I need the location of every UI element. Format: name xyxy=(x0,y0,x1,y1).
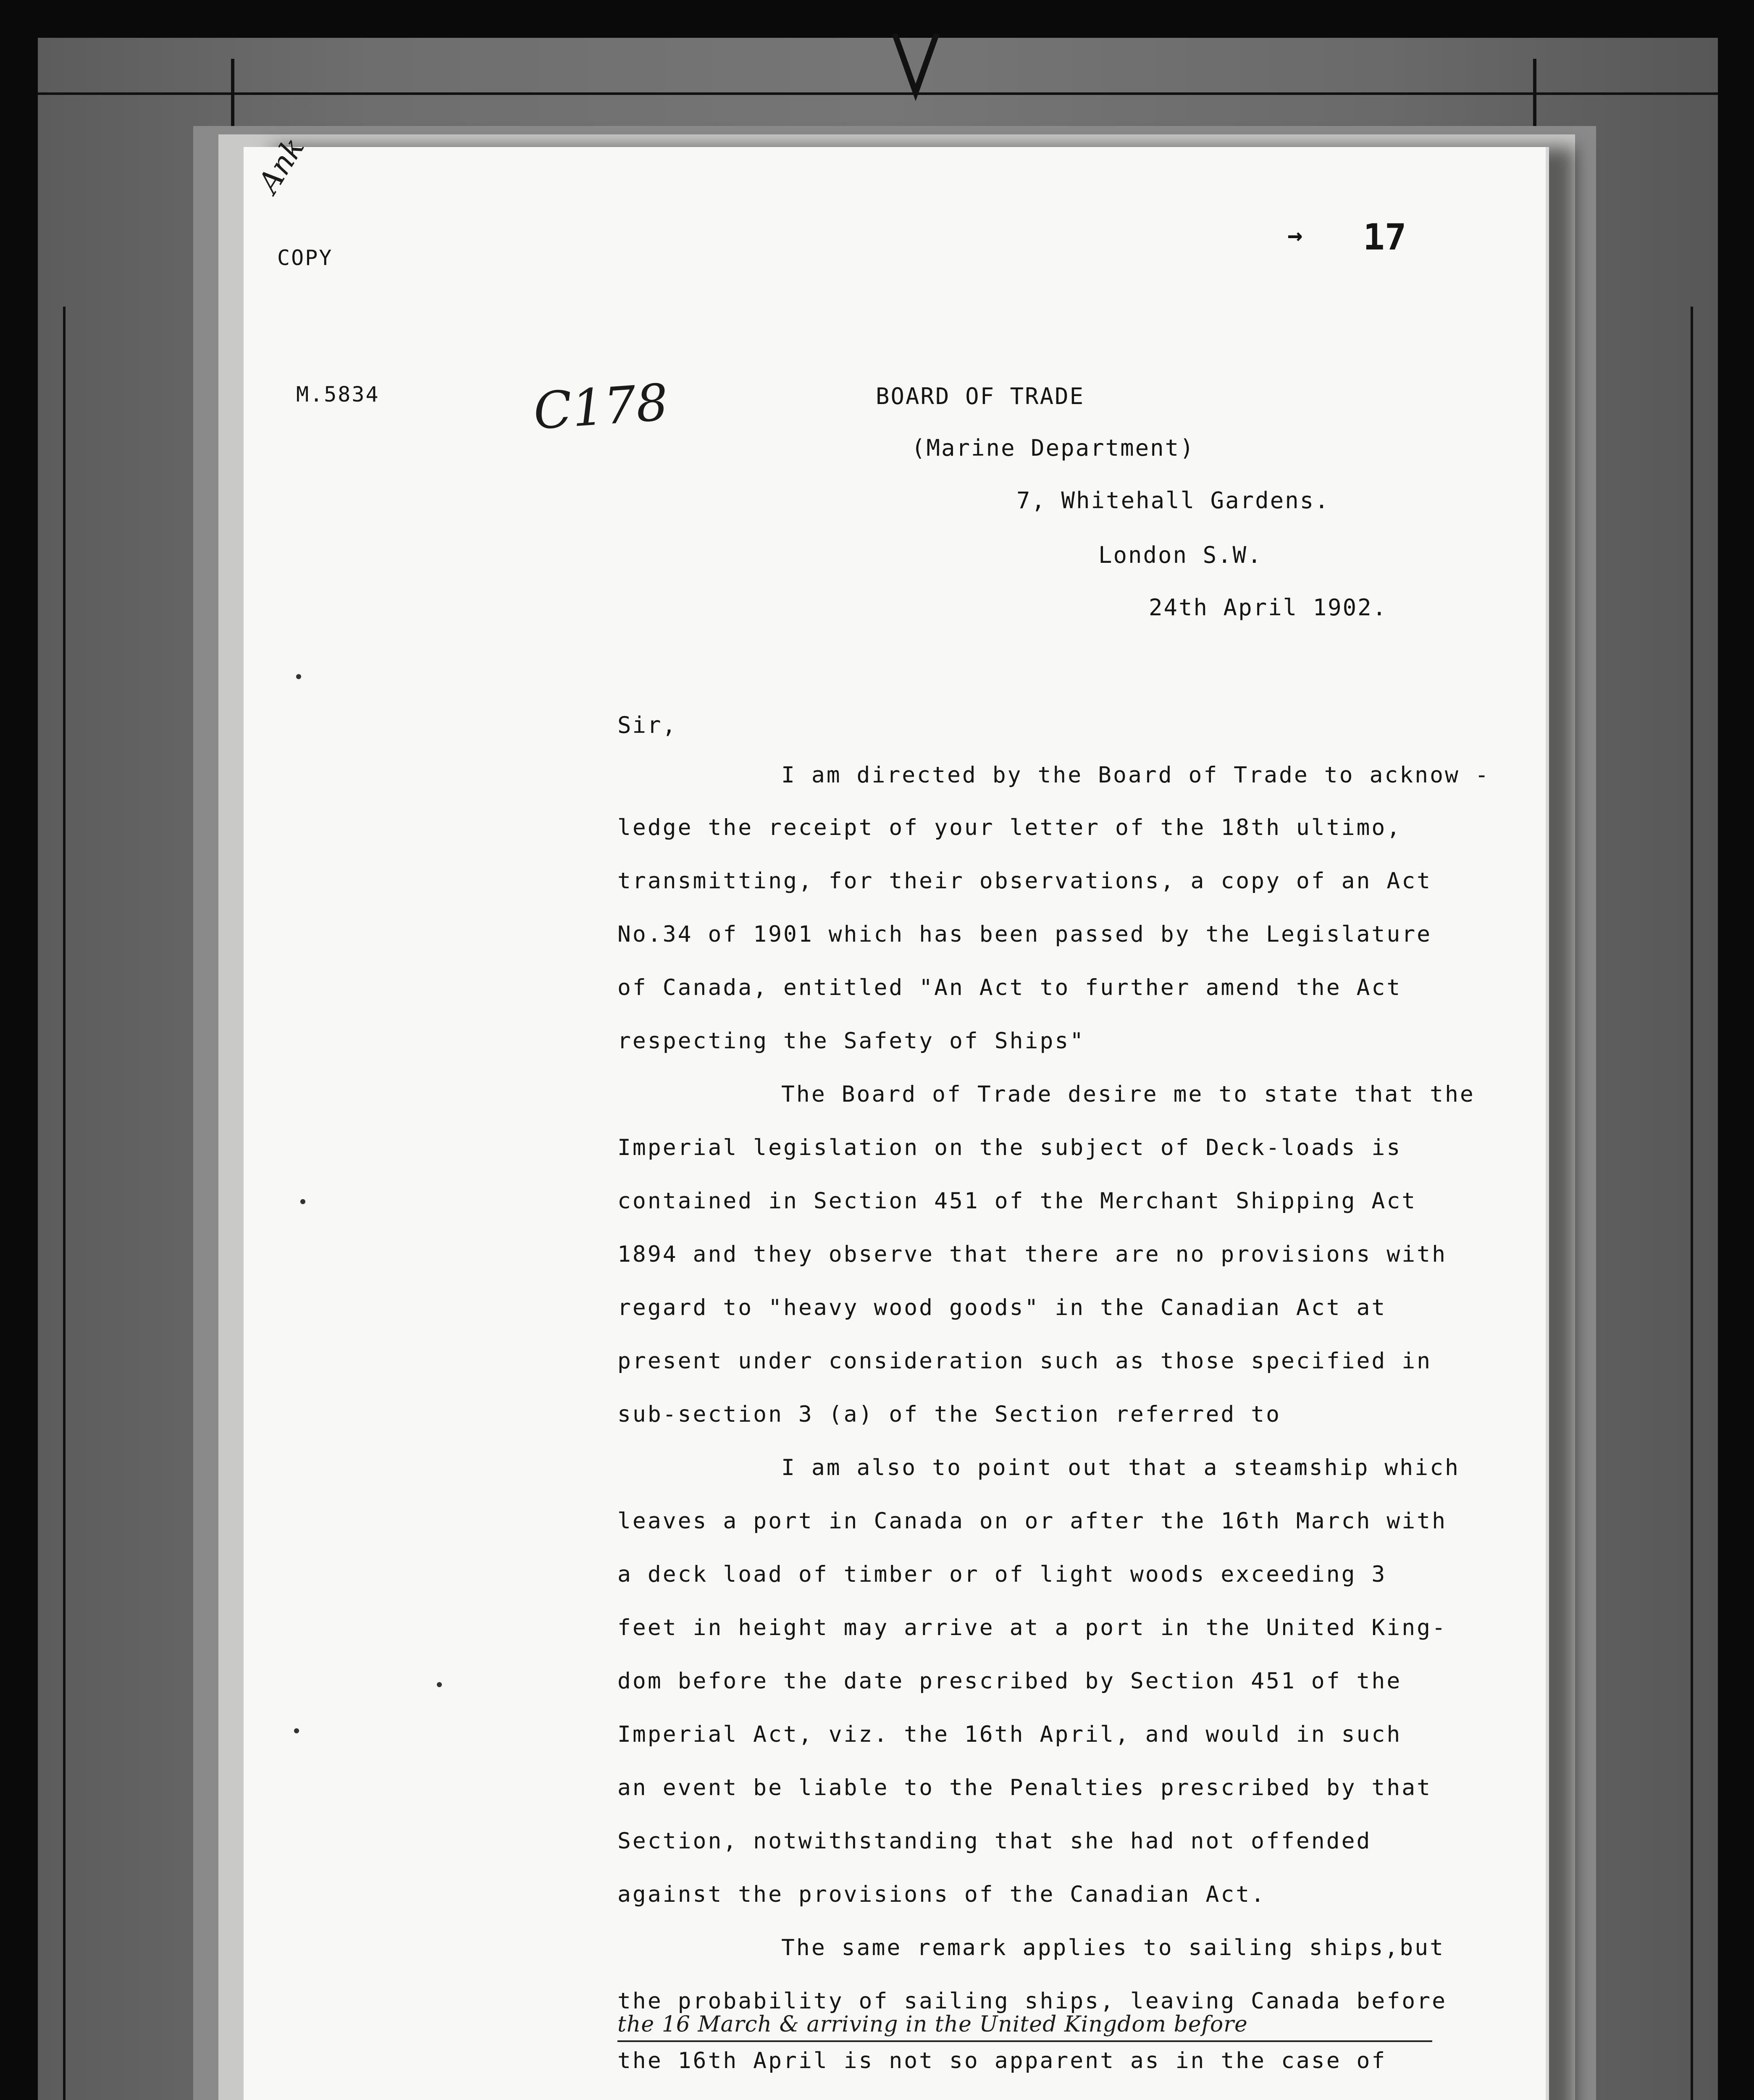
handwritten-insertion: the 16 March & arriving in the United Kingdom before xyxy=(617,2012,1248,2037)
body-line: transmitting, for their observations, a copy of an Act xyxy=(617,868,1432,894)
letterhead-city: London S.W. xyxy=(1098,542,1263,568)
frame-top-rule xyxy=(38,92,1718,95)
body-line: against the provisions of the Canadian Act. xyxy=(617,1882,1266,1907)
reference-number: M.5834 xyxy=(296,382,380,407)
body-line: the probability of sailing ships, leaving Canada before xyxy=(617,1988,1447,2014)
letterhead-department: (Marine Department) xyxy=(911,435,1195,461)
body-line: No.34 of 1901 which has been passed by the Legislature xyxy=(617,921,1432,947)
body-line: of Canada, entitled "An Act to further amend the Act xyxy=(617,975,1402,1000)
body-line: ledge the receipt of your letter of the 18th ultimo, xyxy=(617,815,1402,840)
body-line: leaves a port in Canada on or after the 16th March with xyxy=(617,1508,1447,1534)
body-line: Imperial Act, viz. the 16th April, and would in such xyxy=(617,1722,1402,1747)
frame-tick-left xyxy=(231,59,234,126)
body-line: dom before the date prescribed by Section 451 of the xyxy=(617,1668,1402,1694)
letterhead-board: BOARD OF TRADE xyxy=(876,383,1085,410)
body-line: a deck load of timber or of light woods exceeding 3 xyxy=(617,1562,1387,1587)
margin-initials: Ank xyxy=(251,131,311,199)
body-line: contained in Section 451 of the Merchant Shipping Act xyxy=(617,1188,1417,1214)
frame-edge-left xyxy=(63,307,66,2100)
paper-speck xyxy=(294,1728,299,1733)
paper-speck xyxy=(437,1682,442,1687)
arrow-mark: → xyxy=(1287,220,1304,250)
body-line: present under consideration such as those specified in xyxy=(617,1348,1432,1374)
frame-notch-mark xyxy=(890,34,941,101)
frame-tick-right xyxy=(1533,59,1536,126)
body-line: 1894 and they observe that there are no provisions with xyxy=(617,1242,1447,1267)
body-line: sub-section 3 (a) of the Section referred to xyxy=(617,1402,1281,1427)
body-line: The Board of Trade desire me to state that the xyxy=(781,1082,1475,1107)
body-line: respecting the Safety of Ships" xyxy=(617,1028,1085,1054)
body-line: an event be liable to the Penalties prescribed by that xyxy=(617,1775,1432,1801)
body-line: Imperial legislation on the subject of Deck-loads is xyxy=(617,1135,1402,1160)
file-mark: C178 xyxy=(531,373,670,441)
letter-date: 24th April 1902. xyxy=(1149,594,1388,621)
frame-edge-right xyxy=(1691,307,1693,2100)
body-line: regard to "heavy wood goods" in the Canadian Act at xyxy=(617,1295,1387,1320)
letterhead-address: 7, Whitehall Gardens. xyxy=(1016,487,1330,514)
body-line: I am directed by the Board of Trade to acknow - xyxy=(781,762,1490,788)
page-number: 17 xyxy=(1363,216,1407,258)
salutation: Sir, xyxy=(617,712,677,738)
body-line: The same remark applies to sailing ships,but xyxy=(781,1935,1445,1961)
letter-page xyxy=(244,147,1546,2100)
paper-speck xyxy=(300,1199,305,1204)
handwritten-underline xyxy=(617,2040,1432,2042)
body-line: Section, notwithstanding that she had not offended xyxy=(617,1828,1372,1854)
body-line: feet in height may arrive at a port in the United King- xyxy=(617,1615,1447,1641)
body-line: the 16th April is not so apparent as in the case of xyxy=(617,2048,1387,2074)
paper-speck xyxy=(296,674,301,679)
copy-label: COPY xyxy=(277,246,333,270)
body-line: I am also to point out that a steamship which xyxy=(781,1455,1460,1480)
